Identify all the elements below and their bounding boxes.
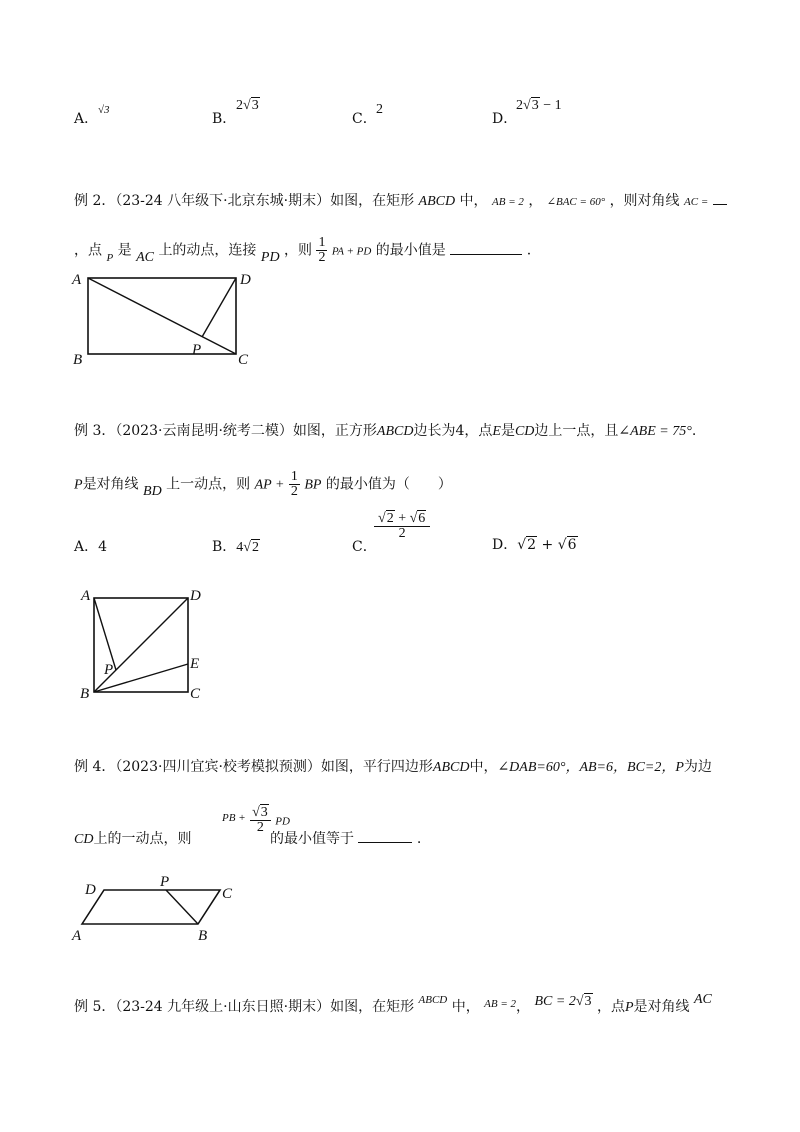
option-c-value: 2 [376,102,383,117]
ex3-label: 例 3． [74,423,116,439]
ex2-line1: 例 2．（23-24 八年级下·北京东城·期末）如图，在矩形 ABCD 中， AB = 2 ， ∠BAC = 60° ，则对角线 AC = [74,190,727,210]
label-d: D [240,272,251,288]
label-b: B [198,928,208,942]
sqrt-symbol: √3 [243,98,259,113]
ex3-option-a: A．4 [74,539,108,555]
ex5-source: （23-24 九年级上·山东日照·期末） [115,999,331,1015]
fraction: $\frac{1}{2}$ [318,235,326,265]
label-a: A [72,272,82,288]
label-c: C [222,886,233,902]
ex3-figure [76,586,216,702]
option-b: B． [212,111,237,127]
ex3-line2: P是对角线 BD 上一动点，则 AP + $\frac{1}{2}$ BP 的最小值为（ ） [74,469,452,499]
option-b-value: 2√3 [236,98,259,113]
ex3-option-c-fraction: $\frac{√2 + √6}{2}$ [374,512,430,541]
label-e: E [190,656,200,672]
ex3-line1: 例 3．（2023·云南昆明·统考二模）如图，正方形ABCD边长为4，点E是CD边上一点，且∠ABE = 75°. [74,423,697,439]
ex3-option-b: B．4√2 [212,539,259,555]
label-p: P [192,342,202,358]
label-p: P [104,662,114,678]
ex2-figure [70,268,260,368]
ex4-label: 例 4． [74,759,116,775]
label-p: P [160,874,170,890]
ex2-line2: ，点 $_P$ 是 AC 上的动点，连接 PD ，则 $\frac{1}{2}$ PA + PD 的最小值是 . [74,235,532,265]
ex4-line2-tail: 的最小值等于 . [270,828,421,848]
label-c: C [238,352,249,368]
ex4-source: （2023·四川宜宾·校考模拟预测） [115,759,321,775]
segment-pd [202,278,236,337]
ex2-label: 例 2． [74,193,116,209]
segment-ap [94,598,116,670]
fraction: $\frac{1}{2}$ [290,469,298,499]
option-c: C． [352,111,377,127]
label-d: D [85,882,96,898]
ex4-figure [70,870,240,942]
label-a: A [81,588,91,604]
ex4-line2: CD上的一动点，则 [74,831,192,847]
ex2-source: （23-24 八年级下·北京东城·期末） [115,193,331,209]
ex5-label: 例 5． [74,999,116,1015]
option-a: A． [74,111,99,127]
parallelogram-shape [82,890,220,924]
segment-pb [166,890,198,924]
label-b: B [80,686,90,702]
label-c: C [190,686,201,702]
option-d-value: 2√3 − 1 [516,98,562,113]
answer-blank[interactable] [713,190,727,205]
option-d: D． [492,111,518,127]
label-a: A [72,928,82,942]
ex5-line1: 例 5．（23-24 九年级上·山东日照·期末）如图，在矩形 $^{ABCD}$ 中， $^{AB = 2}$， BC = 2√3 ，点P是对角线 AC [74,992,712,1015]
ex4-expression: $^{PB +}$ $\frac{√3}{2}$ PD [222,805,290,835]
label-d: D [190,588,201,604]
ex3-source: （2023·云南昆明·统考二模） [115,423,293,439]
label-b: B [73,352,83,368]
option-a-value: √3 [98,104,110,116]
answer-blank[interactable] [358,828,412,843]
fraction: $\frac{√3}{2}$ [250,806,271,835]
answer-blank[interactable] [450,240,522,255]
ex3-option-c: C． [352,539,377,555]
ex3-option-d: D．√2 + √6 [492,537,577,553]
ex4-line1: 例 4．（2023·四川宜宾·校考模拟预测）如图，平行四边形ABCD中，∠DAB=60°，AB=6，BC=2，P为边 [74,759,712,775]
